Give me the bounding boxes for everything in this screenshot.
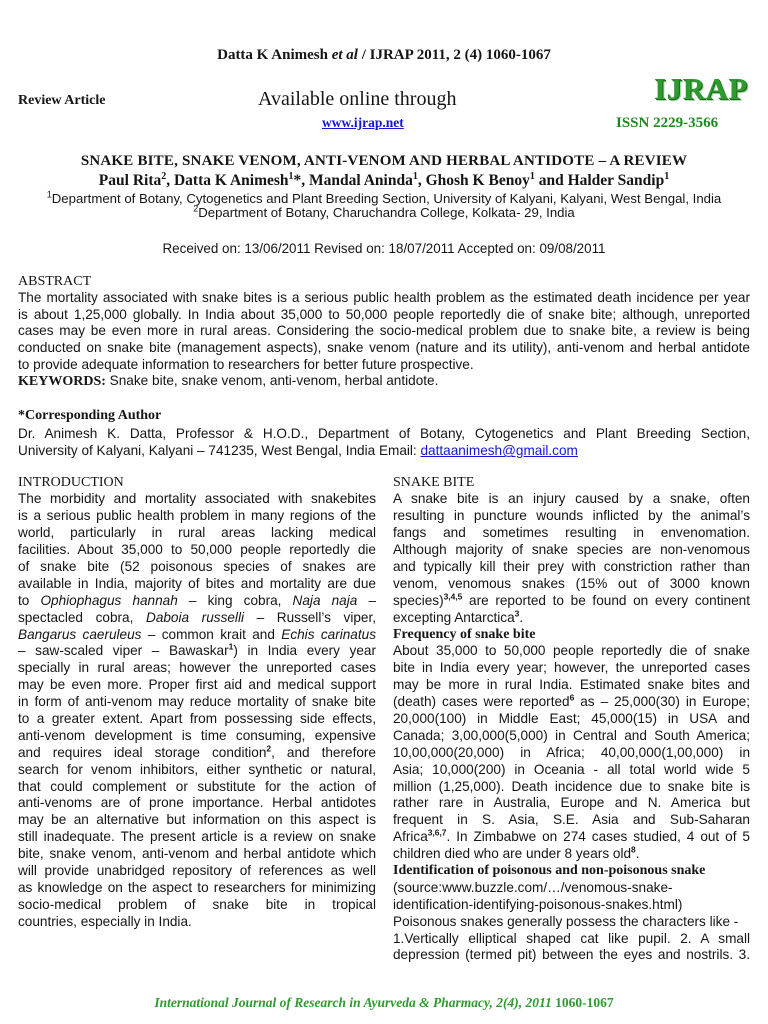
text-run: specially in rural areas; however the unreported cases bbox=[18, 660, 376, 676]
text-line bbox=[393, 593, 750, 610]
text-line bbox=[18, 442, 750, 460]
text-line bbox=[18, 779, 376, 796]
text-run: venom, venomous snakes (15% out of 3000 known bbox=[393, 575, 750, 591]
text-run: / IJRAP 2011, 2 (4) 1060-1067 bbox=[357, 47, 551, 63]
text-line bbox=[18, 711, 376, 728]
text-run: Asia; 10,000(200) in Oceania - all total world wide 5 bbox=[393, 761, 750, 777]
italic-text: Echis carinatus bbox=[281, 626, 376, 642]
text-run: and typically kill their prey with constriction rather than bbox=[393, 558, 750, 574]
text-run: of snake bite (52 poisonous species of snakes are bbox=[18, 558, 376, 574]
text-line bbox=[393, 779, 750, 796]
text-run: ) in India every year bbox=[233, 643, 376, 659]
text-run: may be even more. Proper first aid and medical support bbox=[18, 677, 376, 693]
text-line bbox=[18, 880, 376, 897]
text-line bbox=[393, 897, 750, 914]
text-run: to provide adequate information to researchers for better future prospective. bbox=[18, 356, 474, 372]
text-run: socio-medical problem of snake bite in tropical bbox=[18, 896, 376, 912]
superscript: 1 bbox=[46, 189, 52, 200]
text-line bbox=[393, 542, 750, 559]
text-run: spectacled cobra, bbox=[18, 609, 146, 625]
text-line bbox=[18, 559, 376, 576]
text-run: – king cobra, bbox=[177, 592, 293, 608]
text-line bbox=[393, 880, 750, 897]
text-run: in form of anti-venom may reduce mortality of snake bite bbox=[18, 694, 376, 710]
submission-dates: Received on: 13/06/2011 Revised on: 18/07/2011 Accepted on: 09/08/2011 bbox=[162, 241, 606, 256]
text-run: Paul Rita bbox=[98, 172, 162, 189]
text-run: 20,000(100) in Middle East; 45,000(15) in USA and bbox=[393, 710, 750, 726]
text-run: University of Kalyani, Kalyani – 741235, West Bengal, India Email: bbox=[18, 443, 421, 459]
text-run: , Datta K Animesh bbox=[166, 172, 289, 189]
website-link[interactable]: www.ijrap.net bbox=[322, 115, 404, 130]
text-run: anti-venoms are of prone importance. Herbal antidotes bbox=[18, 795, 376, 811]
text-run: is a serious public health problem in many regions of the bbox=[18, 508, 376, 524]
text-run: is about 1,25,000 globally. In India about 35,000 to 50,000 people reportedly die of snake bite; although, unreported bbox=[18, 306, 750, 322]
superscript: 2 bbox=[193, 203, 199, 214]
text-line bbox=[393, 812, 750, 829]
text-run: that could complement or substitute for the action of bbox=[18, 778, 376, 794]
superscript: 8 bbox=[631, 846, 636, 855]
text-line bbox=[18, 829, 376, 846]
text-run: bite in India every year; however, the unreported cases bbox=[393, 660, 750, 676]
text-line bbox=[18, 491, 376, 508]
text-run: 10,00,000(20,000) in Africa; 40,00,000(1,00,000) in bbox=[393, 744, 750, 760]
text-line bbox=[18, 340, 750, 357]
text-line bbox=[18, 373, 750, 390]
text-run: excepting Antarctica bbox=[393, 609, 515, 625]
introduction-column bbox=[18, 475, 376, 931]
text-line bbox=[393, 694, 750, 711]
corresponding-author-section bbox=[18, 407, 750, 460]
text-line bbox=[393, 745, 750, 762]
text-run: as – 25,000(30) in Europe; bbox=[574, 694, 750, 710]
text-run: and Halder Sandip bbox=[534, 172, 665, 189]
text-run: – saw-scaled viper – Bawaskar bbox=[18, 643, 229, 659]
text-run: resulting in puncture wounds inflicted by the animal’s bbox=[393, 508, 750, 524]
text-run: children died who are under 8 years old bbox=[393, 846, 632, 862]
text-line bbox=[18, 728, 376, 745]
text-line bbox=[393, 728, 750, 745]
text-line bbox=[393, 491, 750, 508]
text-line bbox=[393, 610, 750, 627]
superscript: 3 bbox=[514, 609, 520, 619]
text-line bbox=[393, 914, 750, 931]
text-run: depression (termed pit) between the eyes and nostrils. 3. bbox=[393, 947, 750, 963]
text-run: may be an alternative but information on this aspect is bbox=[18, 812, 376, 828]
affiliation-2 bbox=[0, 205, 768, 220]
text-run: 1.Vertically elliptical shaped cat like pupil. 2. A small bbox=[393, 930, 750, 946]
text-run: . bbox=[519, 609, 524, 625]
text-run: Africa bbox=[393, 829, 428, 845]
text-run: rather rare in Australia, Europe and N. America but bbox=[393, 795, 750, 811]
text-run: – Russell’s viper, bbox=[244, 609, 376, 625]
text-run: search for venom inhibitors, either synthetic or natural, bbox=[18, 761, 376, 777]
text-line bbox=[18, 897, 376, 914]
text-line bbox=[393, 643, 750, 660]
text-run: anti-venom development is time consuming, expensive bbox=[18, 727, 376, 743]
journal-footer bbox=[0, 994, 768, 1012]
text-run: frequent in S. Asia, S.E. Asia and Sub-Saharan bbox=[393, 812, 750, 828]
superscript: 2 bbox=[266, 744, 272, 754]
text-line bbox=[18, 914, 376, 931]
superscript: 2 bbox=[161, 170, 167, 182]
text-run: . In Zimbabwe on 274 cases studied, 4 out of 5 bbox=[446, 829, 750, 845]
text-line bbox=[393, 559, 750, 576]
text-line bbox=[18, 576, 376, 593]
text-run: conducted on snake bite (management aspects), snake venom (nature and its utility), anti-venom and herbal antidote bbox=[18, 340, 750, 356]
section-heading: ABSTRACT bbox=[18, 273, 92, 289]
text-run: may be more in rural India. Estimated snake bites and bbox=[393, 677, 750, 693]
text-line bbox=[393, 762, 750, 779]
ijrap-logo: IJRAP bbox=[654, 71, 748, 106]
text-line bbox=[18, 812, 376, 829]
text-run: to bbox=[18, 592, 41, 608]
text-line bbox=[18, 795, 376, 812]
text-line bbox=[18, 593, 376, 610]
text-run: will provide unabridged repository of references as well bbox=[18, 862, 376, 878]
text-line bbox=[18, 627, 376, 644]
superscript: 1 bbox=[529, 170, 535, 182]
text-run: as knowledge on the aspect to researchers for minimizing bbox=[18, 879, 376, 895]
text-line bbox=[18, 425, 750, 443]
text-run: species) bbox=[393, 592, 444, 608]
abstract-section bbox=[18, 274, 750, 390]
text-line bbox=[18, 660, 376, 677]
text-run: million (1,25,000). Death incidence due to snake bite is bbox=[393, 778, 750, 794]
section-heading: Frequency of snake bite bbox=[393, 626, 536, 642]
text-run: to a greater extent. Apart from possessing side effects, bbox=[18, 710, 376, 726]
text-run: bite, snake venom, anti-venom and herbal antidote which bbox=[18, 846, 376, 862]
text-line bbox=[18, 610, 376, 627]
affiliation-1 bbox=[0, 191, 768, 206]
text-line bbox=[18, 323, 750, 340]
text-run: , Ghosh K Benoy bbox=[417, 172, 530, 189]
author-list bbox=[0, 171, 768, 190]
text-run: facilities. About 35,000 to 50,000 people reportedly die bbox=[18, 542, 376, 558]
superscript: 1 bbox=[288, 170, 294, 182]
text-run: , and therefore bbox=[271, 744, 376, 760]
text-line bbox=[18, 762, 376, 779]
text-line bbox=[393, 795, 750, 812]
italic-text: Daboia russelli bbox=[146, 609, 244, 625]
text-line bbox=[18, 508, 376, 525]
text-line bbox=[18, 846, 376, 863]
text-line bbox=[18, 677, 376, 694]
text-run: Snake bite, snake venom, anti-venom, herbal antidote. bbox=[105, 373, 439, 389]
text-run: world, particularly in rural areas lacking medical bbox=[18, 525, 376, 541]
text-run: Canada; 3,00,000(5,000) in Central and South America; bbox=[393, 727, 750, 743]
availability-note: Available online through bbox=[258, 88, 457, 110]
email-link[interactable]: dattaanimesh@gmail.com bbox=[420, 443, 578, 459]
superscript: 1 bbox=[664, 170, 670, 182]
superscript: 6 bbox=[569, 694, 575, 703]
text-run: and requires ideal storage condition bbox=[18, 744, 267, 760]
text-run: (death) cases were reported bbox=[393, 694, 570, 710]
superscript: 3,4,5 bbox=[443, 592, 463, 602]
superscript: 3,6,7 bbox=[427, 829, 447, 838]
italic-text: Naja naja bbox=[292, 592, 358, 608]
article-type: Review Article bbox=[18, 93, 106, 108]
text-line bbox=[18, 694, 376, 711]
text-line bbox=[18, 290, 750, 307]
text-line bbox=[393, 931, 750, 948]
text-run: Dr. Animesh K. Datta, Professor & H.O.D., Department of Botany, Cytogenetics and Plant Breeding Section, bbox=[18, 425, 750, 441]
text-run: identification-identifying-poisonous-snakes.html) bbox=[393, 896, 683, 912]
text-run: Department of Botany, Charuchandra College, Kolkata- 29, India bbox=[198, 205, 575, 220]
text-run: 1060-1067 bbox=[551, 995, 614, 1010]
text-run: The mortality associated with snake bites is a serious public health problem as the estimated death incidence per year bbox=[18, 290, 750, 306]
text-line bbox=[393, 947, 750, 964]
text-line bbox=[18, 745, 376, 762]
text-run: The morbidity and mortality associated with snakebites bbox=[18, 491, 376, 507]
text-line bbox=[393, 525, 750, 542]
text-line bbox=[18, 307, 750, 324]
text-line bbox=[18, 357, 750, 374]
italic-text: International Journal of Research in Ayurveda & Pharmacy, 2(4), 2011 bbox=[154, 995, 552, 1010]
section-heading: *Corresponding Author bbox=[18, 408, 162, 424]
section-heading: Identification of poisonous and non-poisonous snake bbox=[393, 862, 706, 878]
text-line bbox=[393, 711, 750, 728]
text-run: A snake bite is an injury caused by a snake, often bbox=[393, 491, 750, 507]
text-run: fangs and sometimes resulting in envenomation. bbox=[393, 525, 750, 541]
italic-text: Ophiophagus hannah bbox=[40, 592, 178, 608]
text-run: – common krait and bbox=[141, 626, 282, 642]
text-run: About 35,000 to 50,000 people reportedly die of snake bbox=[393, 643, 750, 659]
text-line bbox=[18, 863, 376, 880]
text-line bbox=[18, 542, 376, 559]
text-line bbox=[18, 643, 376, 660]
running-head bbox=[0, 46, 768, 64]
italic-text: Bangarus caeruleus bbox=[18, 626, 142, 642]
text-run: still inadequate. The present article is a review on snake bbox=[18, 829, 376, 845]
issn-number: ISSN 2229-3566 bbox=[616, 115, 719, 131]
text-run: Although majority of snake species are non-venomous bbox=[393, 542, 750, 558]
text-run: Poisonous snakes generally possess the characters like - bbox=[393, 913, 739, 929]
paper-title: SNAKE BITE, SNAKE VENOM, ANTI-VENOM AND HERBAL ANTIDOTE – A REVIEW bbox=[80, 153, 688, 169]
text-line bbox=[393, 829, 750, 846]
text-run: Department of Botany, Cytogenetics and Plant Breeding Section, University of Kalyani, Kalyani, West Bengal, India bbox=[51, 191, 722, 206]
text-line bbox=[393, 677, 750, 694]
text-run: *, Mandal Aninda bbox=[293, 172, 413, 189]
text-run: Datta K Animesh bbox=[217, 47, 332, 63]
text-line bbox=[18, 525, 376, 542]
text-run: available in India, majority of bites and mortality are due bbox=[18, 575, 376, 591]
text-run: are reported to be found on every continent bbox=[462, 592, 750, 608]
text-line bbox=[393, 576, 750, 593]
section-heading: INTRODUCTION bbox=[18, 474, 124, 490]
text-run: countries, especially in India. bbox=[18, 913, 192, 929]
snake-bite-column bbox=[393, 475, 750, 965]
keywords-label: KEYWORDS: bbox=[18, 374, 106, 390]
text-line bbox=[393, 660, 750, 677]
text-line bbox=[393, 846, 750, 863]
text-run: (source:www.buzzle.com/…/venomous-snake- bbox=[393, 879, 673, 895]
text-run: – bbox=[357, 592, 376, 608]
text-run: . bbox=[635, 846, 640, 862]
italic-text: et al bbox=[331, 47, 358, 63]
text-line bbox=[393, 508, 750, 525]
superscript: 1 bbox=[412, 170, 418, 182]
superscript: 1 bbox=[228, 643, 234, 652]
section-heading: SNAKE BITE bbox=[393, 474, 475, 490]
text-run: cases may be even more in rural areas. Considering the socio-medical problem due to snake bite, a review is being bbox=[18, 323, 750, 339]
